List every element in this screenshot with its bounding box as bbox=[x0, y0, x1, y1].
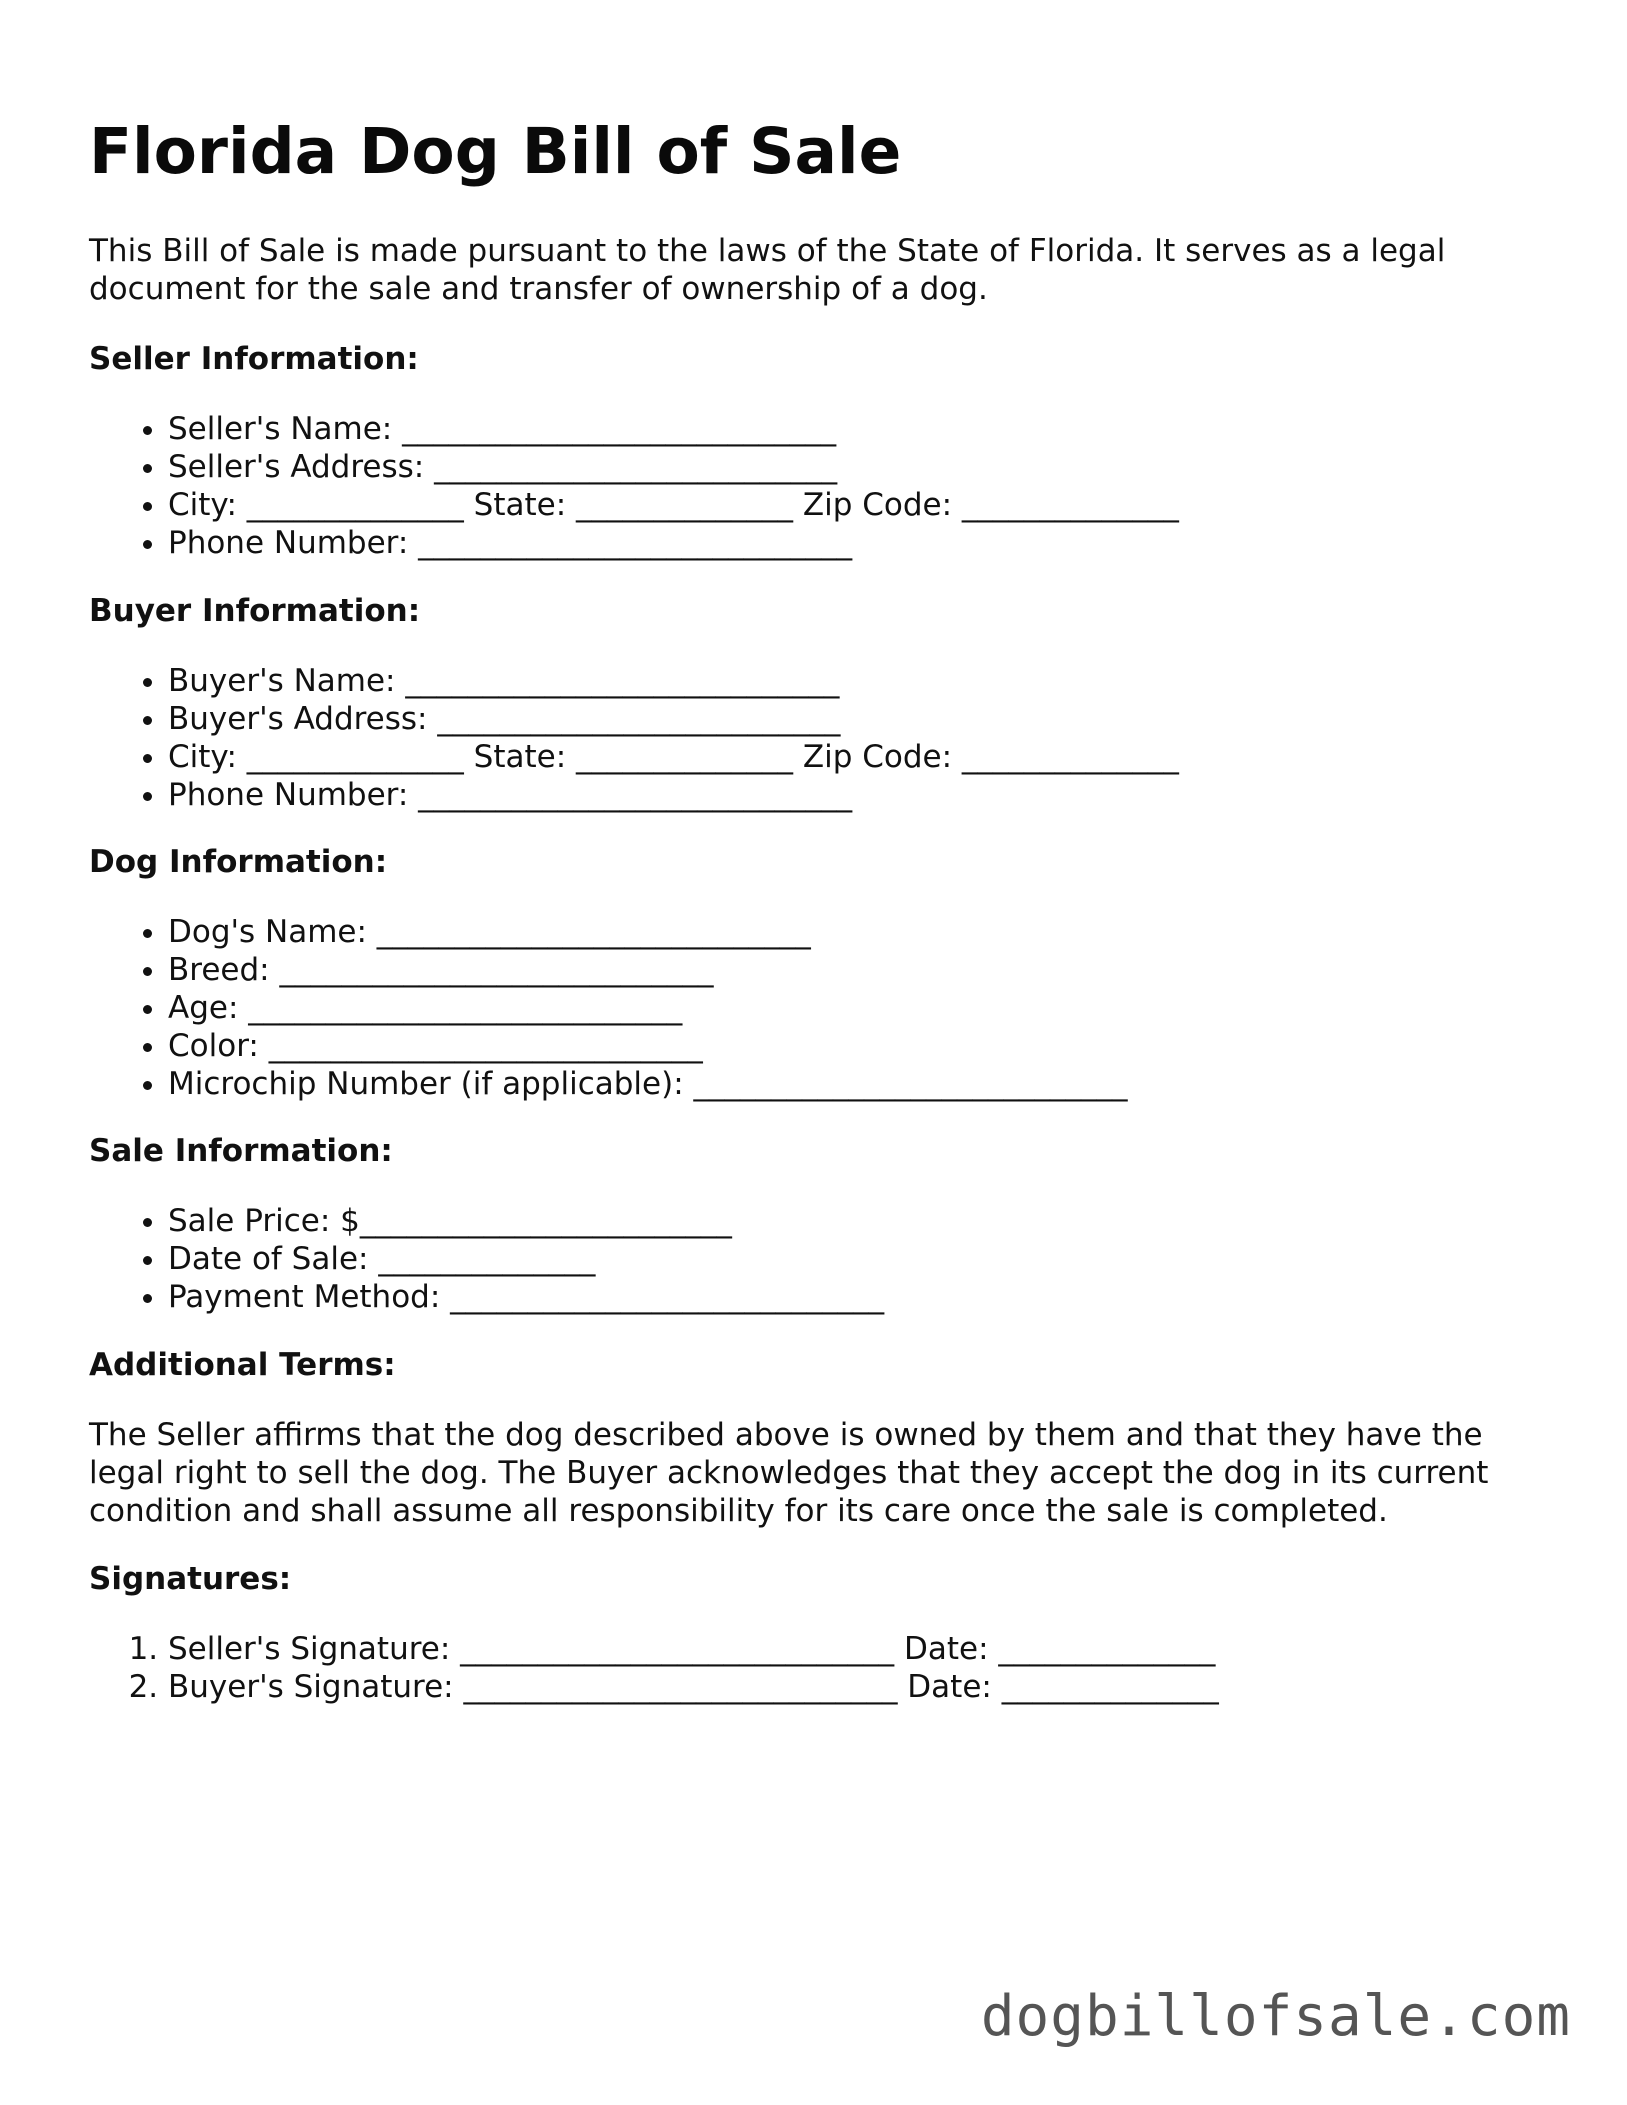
dog-microchip-line: • Microchip Number (if applicable): ____________________________ bbox=[168, 1065, 1549, 1103]
buyer-section bbox=[89, 592, 1549, 814]
buyer-signature-line: 2. Buyer's Signature: ____________________________ Date: ______________ bbox=[168, 1668, 1549, 1706]
terms-section bbox=[89, 1346, 1549, 1530]
dog-name-line: • Dog's Name: ____________________________ bbox=[168, 913, 1549, 951]
seller-phone-line: • Phone Number: ____________________________ bbox=[168, 524, 1549, 562]
seller-list bbox=[89, 410, 1549, 562]
dog-age-line: • Age: ____________________________ bbox=[168, 989, 1549, 1027]
sale-date-line: • Date of Sale: ______________ bbox=[168, 1240, 1549, 1278]
buyer-list bbox=[89, 662, 1549, 814]
signatures-heading: Signatures: bbox=[89, 1561, 292, 1597]
buyer-phone-line: • Phone Number: ____________________________ bbox=[168, 776, 1549, 814]
terms-paragraph: The Seller affirms that the dog described above is owned by them and that they have the legal right to sell the dog. The Buyer acknowledges that they accept the dog in its current condition and shall assume all responsibility for its care once the sale is completed. bbox=[89, 1417, 1489, 1529]
dog-list bbox=[89, 913, 1549, 1103]
dog-breed-line: • Breed: ____________________________ bbox=[168, 951, 1549, 989]
signatures-section bbox=[89, 1560, 1549, 1706]
seller-name-line: • Seller's Name: ____________________________ bbox=[168, 410, 1549, 448]
seller-address-line: • Seller's Address: __________________________ bbox=[168, 448, 1549, 486]
seller-heading: Seller Information: bbox=[89, 341, 419, 377]
signatures-list bbox=[89, 1630, 1549, 1706]
intro-paragraph: This Bill of Sale is made pursuant to the laws of the State of Florida. It serves as a legal document for the sale and transfer of ownership of a dog. bbox=[89, 233, 1446, 307]
sale-section bbox=[89, 1132, 1549, 1316]
buyer-city-state-zip-line: • City: ______________ State: ______________ Zip Code: ______________ bbox=[168, 738, 1549, 776]
sale-heading: Sale Information: bbox=[89, 1133, 393, 1169]
terms-heading: Additional Terms: bbox=[89, 1347, 396, 1383]
buyer-address-line: • Buyer's Address: __________________________ bbox=[168, 700, 1549, 738]
buyer-heading: Buyer Information: bbox=[89, 593, 421, 629]
payment-method-line: • Payment Method: ____________________________ bbox=[168, 1278, 1549, 1316]
seller-section bbox=[89, 340, 1549, 562]
dog-section bbox=[89, 843, 1549, 1103]
document-title: Florida Dog Bill of Sale bbox=[89, 115, 902, 188]
sale-list bbox=[89, 1202, 1549, 1316]
watermark-text: dogbillofsale.com bbox=[980, 1984, 1571, 2049]
buyer-name-line: • Buyer's Name: ____________________________ bbox=[168, 662, 1549, 700]
seller-city-state-zip-line: • City: ______________ State: ______________ Zip Code: ______________ bbox=[168, 486, 1549, 524]
sale-price-line: • Sale Price: $________________________ bbox=[168, 1202, 1549, 1240]
seller-signature-line: 1. Seller's Signature: ____________________________ Date: ______________ bbox=[168, 1630, 1549, 1668]
dog-heading: Dog Information: bbox=[89, 844, 388, 880]
dog-color-line: • Color: ____________________________ bbox=[168, 1027, 1549, 1065]
